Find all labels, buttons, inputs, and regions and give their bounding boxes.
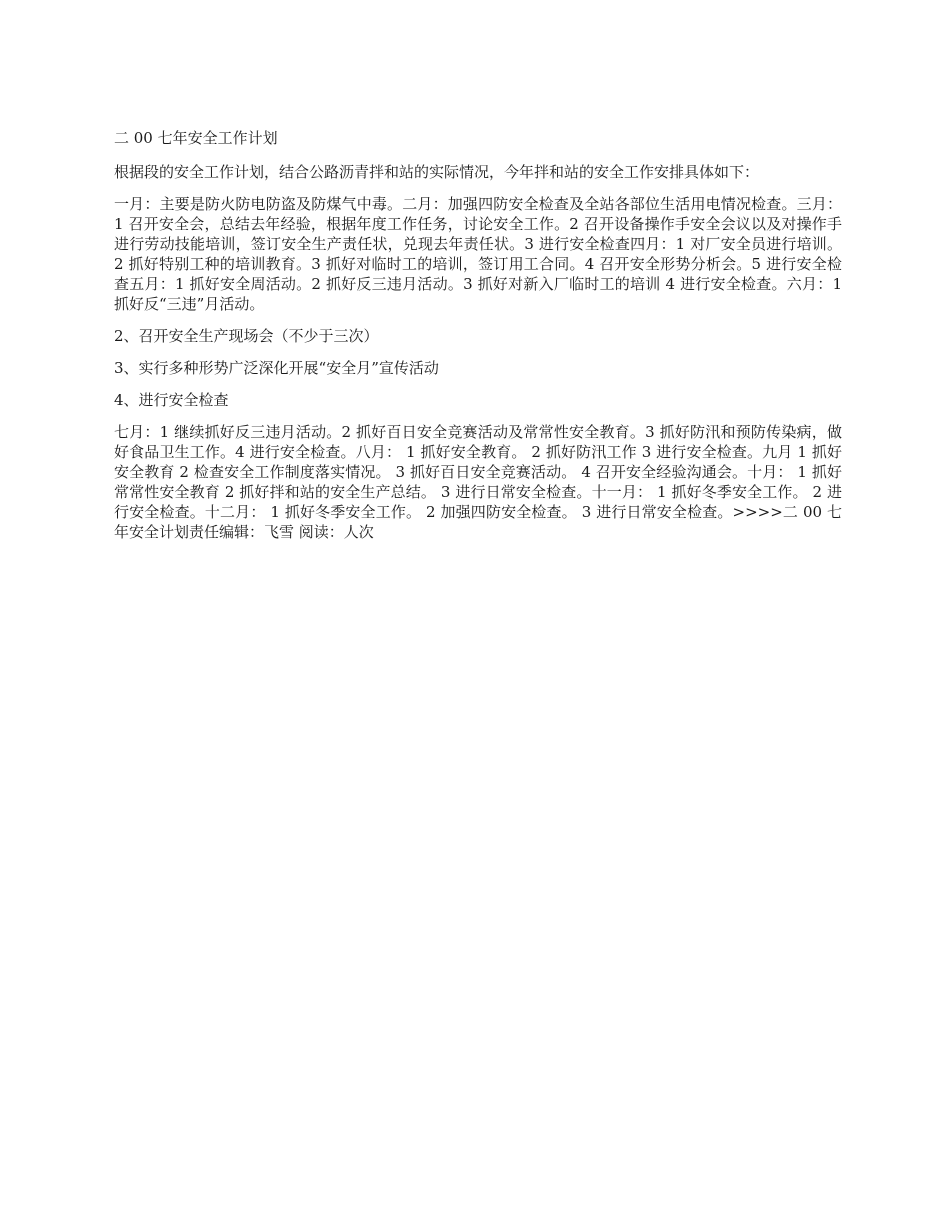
document-page [114,128,842,554]
intro-paragraph: 根据段的安全工作计划，结合公路沥青拌和站的实际情况，今年拌和站的安全工作安排具体如下： [114,163,760,181]
item-4-paragraph: 4、进行安全检查 [114,391,229,409]
item-2-paragraph: 2、召开安全生产现场会（不少于三次） [114,327,379,345]
plan-january-june-paragraph: 一月：主要是防火防电防盗及防煤气中毒。二月：加强四防安全检查及全站各部位生活用电情况检查。三月：1 召开安全会，总结去年经验，根据年度工作任务，讨论安全工作。2 召开设备操作手安全会议以及对操作手进行劳动技能培训，签订安全生产责任状，兑现去年责任状。3 进行安全检查四月：1 对厂安全员进行培训。2 抓好特别工种的培训教育。3 抓好对临时工的培训，签订用工合同。4 召开安全形势分析会。5 进行安全检查五月：1 抓好安全周活动。2 抓好反三违月活动。3 抓好对新入厂临时工的培训 4 进行安全检查。六月：1 抓好反“三违”月活动。 [114,195,842,313]
item-3-paragraph: 3、实行多种形势广泛深化开展“安全月”宣传活动 [114,359,439,377]
plan-july-december-paragraph: 七月：1 继续抓好反三违月活动。2 抓好百日安全竞赛活动及常常性安全教育。3 抓好防汛和预防传染病，做好食品卫生工作。4 进行安全检查。八月： 1 抓好安全教育。 2 抓好防汛工作 3 进行安全检查。九月 1 抓好安全教育 2 检查安全工作制度落实情况。 3 抓好百日安全竞赛活动。 4 召开安全经验沟通会。十月： 1 抓好常常性安全教育 2 抓好拌和站的安全生产总结。 3 进行日常安全检查。十一月： 1 抓好冬季安全工作。 2 进行安全检查。十二月： 1 抓好冬季安全工作。 2 加强四防安全检查。 3 进行日常安全检查。>>>>二 00 七年安全计划责任编辑：飞雪 阅读：人次 [114,423,842,541]
document-title: 二 00 七年安全工作计划 [114,129,278,147]
